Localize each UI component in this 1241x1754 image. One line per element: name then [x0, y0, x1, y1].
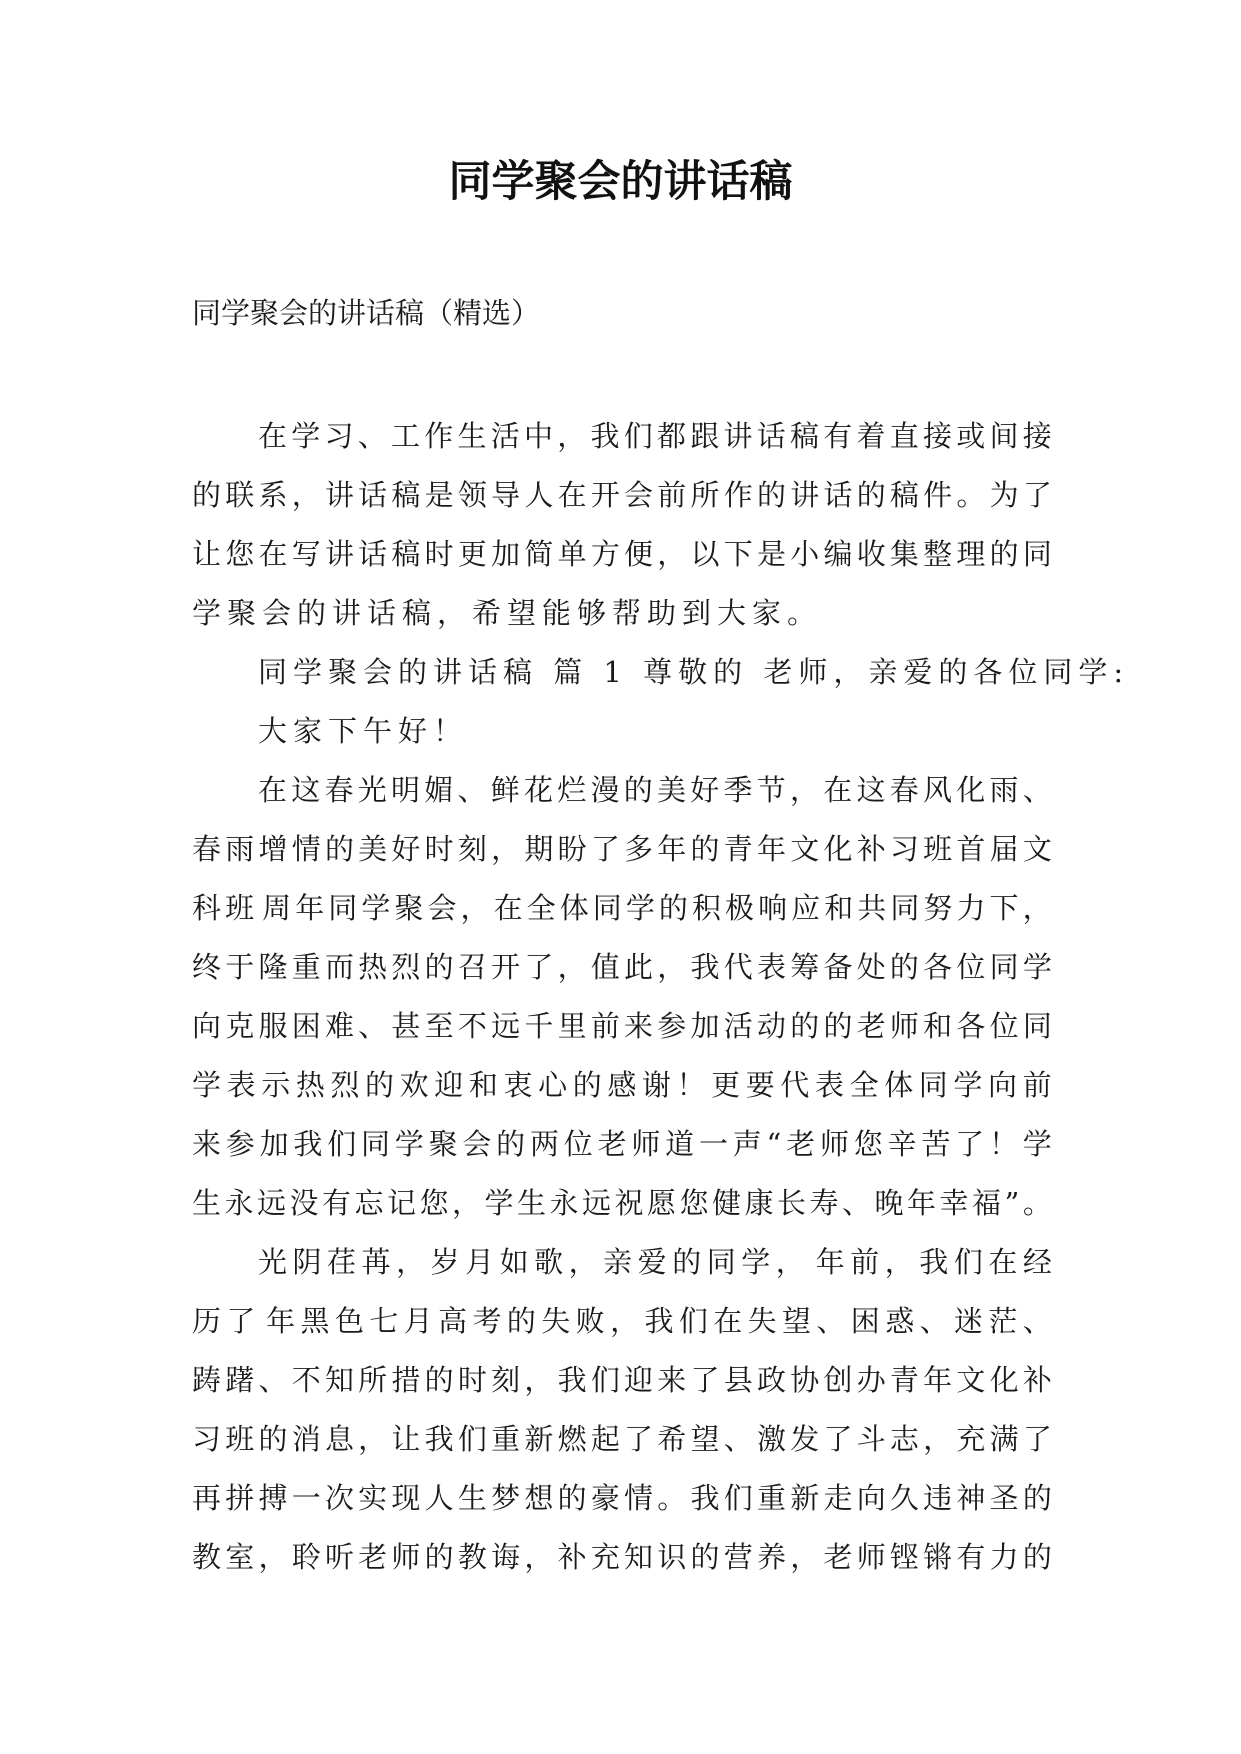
- text-line: 踌 躇 、 不 知 所 措 的 时 刻 ， 我 们 迎 来 了 县 政 协 创 办 青 年 文 化 补: [192, 1363, 1052, 1397]
- text-line: 再 拼 搏 一 次 实 现 人 生 梦 想 的 豪 情 。 我 们 重 新 走 向 久 违 神 圣 的: [192, 1481, 1052, 1515]
- text-line: 的 联 系 ， 讲 话 稿 是 领 导 人 在 开 会 前 所 作 的 讲 话 的 稿 件 。 为 了: [192, 478, 1052, 512]
- text-line: 向 克 服 困 难 、 甚 至 不 远 千 里 前 来 参 加 活 动 的 的 老 师 和 各 位 同: [192, 1009, 1052, 1043]
- text-line: 春 雨 增 情 的 美 好 时 刻 ， 期 盼 了 多 年 的 青 年 文 化 补 习 班 首 届 文: [192, 832, 1052, 866]
- text-line: 同学聚会的讲话稿 篇 1 尊敬的 老师，亲爱的各位同学:: [258, 655, 1130, 689]
- text-line: 学聚会的讲话稿，希望能够帮助到大家。: [192, 596, 823, 630]
- text-line: 大家下午好！: [258, 714, 469, 748]
- document-body: [192, 407, 1130, 1587]
- text-line: 让 您 在 写 讲 话 稿 时 更 加 简 单 方 便 ， 以 下 是 小 编 收 集 整 理 的 同: [192, 537, 1052, 571]
- text-line: 教 室 ， 聆 听 老 师 的 教 诲 ， 补 充 知 识 的 营 养 ， 老 师 铿 锵 有 力 的: [192, 1540, 1052, 1574]
- text-line: 来 参 加 我 们 同 学 聚 会 的 两 位 老 师 道 一 声 “ 老 师 您 辛 苦 了 ！ 学: [192, 1127, 1052, 1161]
- text-line: 习 班 的 消 息 ， 让 我 们 重 新 燃 起 了 希 望 、 激 发 了 斗 志 ， 充 满 了: [192, 1422, 1052, 1456]
- text-line: 在 学 习 、 工 作 生 活 中 ， 我 们 都 跟 讲 话 稿 有 着 直 接 或 间 接: [258, 419, 1052, 453]
- text-line: 终 于 隆 重 而 热 烈 的 召 开 了 ， 值 此 ， 我 代 表 筹 备 处 的 各 位 同 学: [192, 950, 1052, 984]
- text-line: 科 班 周 年 同 学 聚 会 ， 在 全 体 同 学 的 积 极 响 应 和 共 同 努 力 下 ，: [192, 891, 1052, 925]
- text-line: 生 永 远 没 有 忘 记 您 ， 学 生 永 远 祝 愿 您 健 康 长 寿 、 晚 年 幸 福 ” 。: [192, 1186, 1052, 1220]
- document-subtitle: 同学聚会的讲话稿（精选）: [192, 296, 541, 330]
- text-line: 在 这 春 光 明 媚 、 鲜 花 烂 漫 的 美 好 季 节 ， 在 这 春 风 化 雨 、: [258, 773, 1052, 807]
- text-line: 历 了 年 黑 色 七 月 高 考 的 失 败 ， 我 们 在 失 望 、 困 惑 、 迷 茫 、: [192, 1304, 1052, 1338]
- document-title: 同学聚会的讲话稿: [448, 157, 793, 207]
- text-line: 学 表 示 热 烈 的 欢 迎 和 衷 心 的 感 谢 ！ 更 要 代 表 全 体 同 学 向 前: [192, 1068, 1052, 1102]
- text-line: 光 阴 荏 苒 ， 岁 月 如 歌 ， 亲 爱 的 同 学 ， 年 前 ， 我 们 在 经: [258, 1245, 1052, 1279]
